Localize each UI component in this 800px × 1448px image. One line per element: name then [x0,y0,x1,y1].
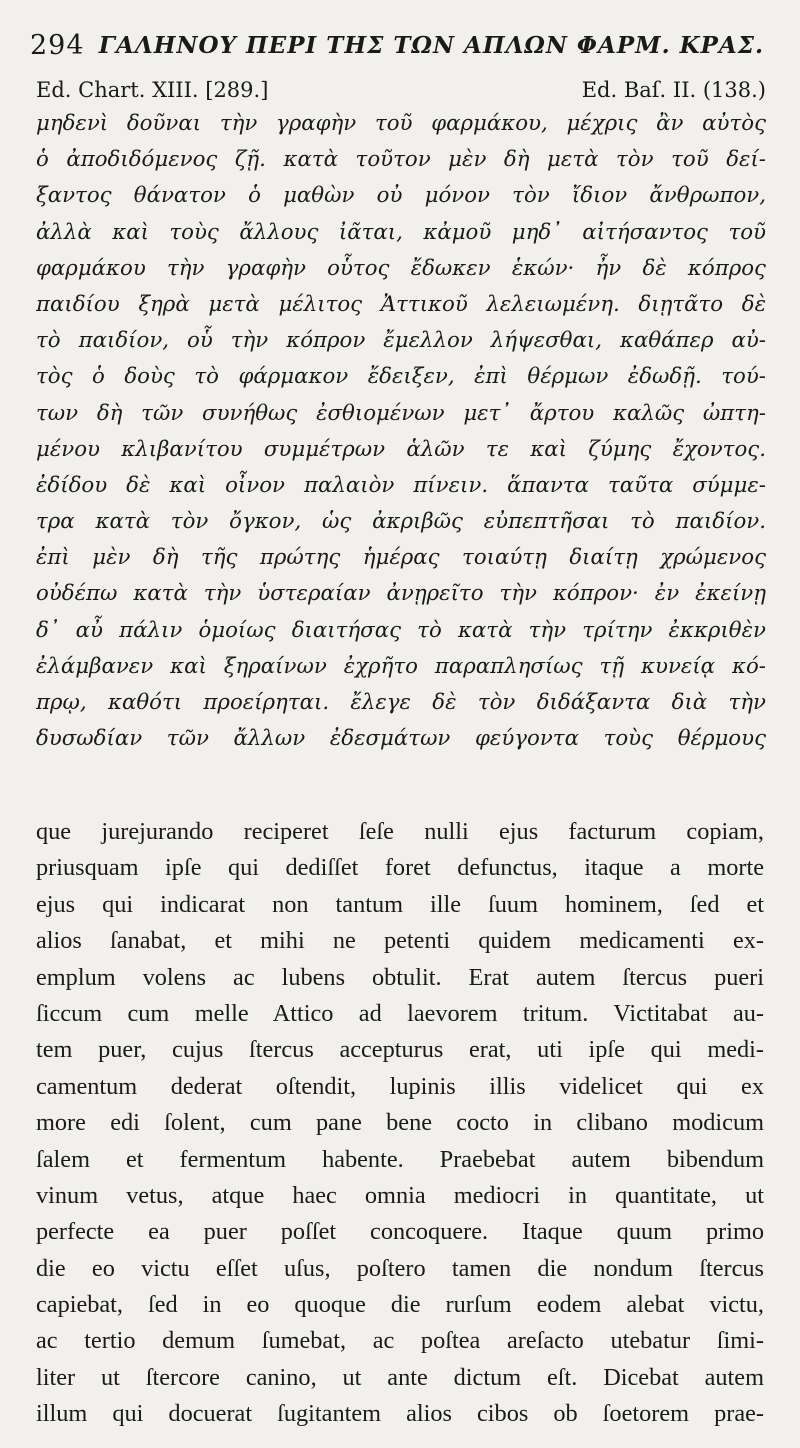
greek-line: ἐπὶ μὲν δὴ τῆς πρώτης ἡμέρας τοιαύτῃ διαίτῃ χρώμενος [36,545,766,571]
edition-left: Ed. Chart. XIII. [289.] [36,78,269,102]
edition-right: Ed. Baſ. II. (138.) [581,78,766,102]
latin-line: priusquam ipſe qui dediſſet foret defunctus, itaque a morte [36,854,764,882]
greek-line: ἐδίδου δὲ καὶ οἶνον παλαιὸν πίνειν. ἅπαντα ταῦτα σύμμε- [36,472,766,498]
greek-line: μένου κλιβανίτου συμμέτρων ἁλῶν τε καὶ ζύμης ἔχοντος. [36,436,766,462]
latin-line: que jurejurando reciperet ſeſe nulli ejus facturum copiam, [36,818,764,845]
greek-line: πρῳ, καθότι προείρηται. ἔλεγε δὲ τὸν διδάξαντα διὰ τὴν [36,690,766,715]
greek-line: δ᾽ αὖ πάλιν ὁμοίως διαιτήσας τὸ κατὰ τὴν τρίτην ἐκκριθὲν [36,617,766,643]
latin-line: vinum vetus, atque haec omnia mediocri in quantitate, ut [36,1181,764,1209]
latin-line: capiebat, ſed in eo quoque die rurſum eodem alebat victu, [36,1291,764,1319]
greek-line: ἐλάμβανεν καὶ ξηραίνων ἐχρῆτο παραπλησίως τῇ κυνείᾳ κό- [36,653,766,679]
running-title: ΓΑΛΗΝΟΥ ΠΕΡΙ ΤΗΣ ΤΩΝ ΑΠΛΩΝ ΦΑΡΜ. ΚΡΑΣ. [98,32,764,59]
latin-line: more edi ſolent, cum pane bene cocto in clibano modicum [36,1109,764,1137]
latin-line: ejus qui indicarat non tantum ille ſuum hominem, ſed et [36,890,764,918]
greek-line: τὸς ὁ δοὺς τὸ φάρμακον ἔδειξεν, ἐπὶ θέρμων ἐδωδῇ. τού- [36,364,766,390]
latin-line: tem puer, cujus ſtercus accepturus erat, uti ipſe qui medi- [36,1036,764,1064]
greek-line: φαρμάκου τὴν γραφὴν οὗτος ἔδωκεν ἑκών· ἦν δὲ κόπρος [36,255,766,281]
greek-line: δυσωδίαν τῶν ἄλλων ἐδεσμάτων φεύγοντα τοὺς θέρμους [36,726,766,752]
greek-line: ἀλλὰ καὶ τοὺς ἄλλους ἰᾶται, κἀμοῦ μηδ᾽ αἰτήσαντος τοῦ [36,219,766,245]
latin-line: die eo victu eſſet uſus, poſtero tamen die nondum ſtercus [36,1254,764,1282]
greek-line: τὸ παιδίον, οὗ τὴν κόπρον ἔμελλον λήψεσθαι, καθάπερ αὐ- [36,328,766,354]
latin-line: ſalem et fermentum habente. Praebebat autem bibendum [36,1145,764,1173]
latin-line: ſiccum cum melle Attico ad laevorem tritum. Victitabat au- [36,999,764,1027]
greek-line: ξαντος θάνατον ὁ μαθὼν οὐ μόνον τὸν ἴδιον ἄνθρωπον, [36,183,766,209]
greek-line: των δὴ τῶν συνήθως ἐσθιομένων μετ᾽ ἄρτου καλῶς ὠπτη- [36,400,766,426]
page-header [30,28,770,62]
greek-line: τρα κατὰ τὸν ὄγκον, ὡς ἀκριβῶς εὐπεπτῆσαι τὸ παιδίον. [36,509,766,535]
greek-text-block [36,106,766,757]
latin-line: liter ut ſtercore canino, ut ante dictum eſt. Dicebat autem [36,1363,764,1391]
latin-line: camentum dederat oſtendit, lupinis illis videlicet qui ex [36,1072,764,1100]
latin-line: illum qui docuerat ſugitantem alios cibos ob ſoetorem prae- [36,1400,764,1428]
greek-line: μηδενὶ δοῦναι τὴν γραφὴν τοῦ φαρμάκου, μέχρις ἂν αὐτὸς [36,111,766,136]
latin-line: ac tertio demum ſumebat, ac poſtea areſacto utebatur ſimi- [36,1327,764,1355]
latin-line: alios ſanabat, et mihi ne petenti quidem medicamenti ex- [36,927,764,955]
latin-line: emplum volens ac lubens obtulit. Erat autem ſtercus pueri [36,963,764,991]
edition-reference-line [36,78,766,106]
page-number: 294 [30,30,85,61]
greek-line: παιδίου ξηρὰ μετὰ μέλιτος Ἀττικοῦ λελειωμένη. διῃτᾶτο δὲ [36,291,766,317]
greek-line: οὐδέπω κατὰ τὴν ὑστεραίαν ἀνῃρεῖτο τὴν κόπρον· ἐν ἐκείνῃ [36,581,766,607]
latin-line: perfecte ea puer poſſet concoquere. Itaque quum primo [36,1218,764,1246]
latin-text-block [36,814,764,1433]
greek-line: ὁ ἀποδιδόμενος ζῇ. κατὰ τοῦτον μὲν δὴ μετὰ τὸν τοῦ δεί- [36,147,766,173]
